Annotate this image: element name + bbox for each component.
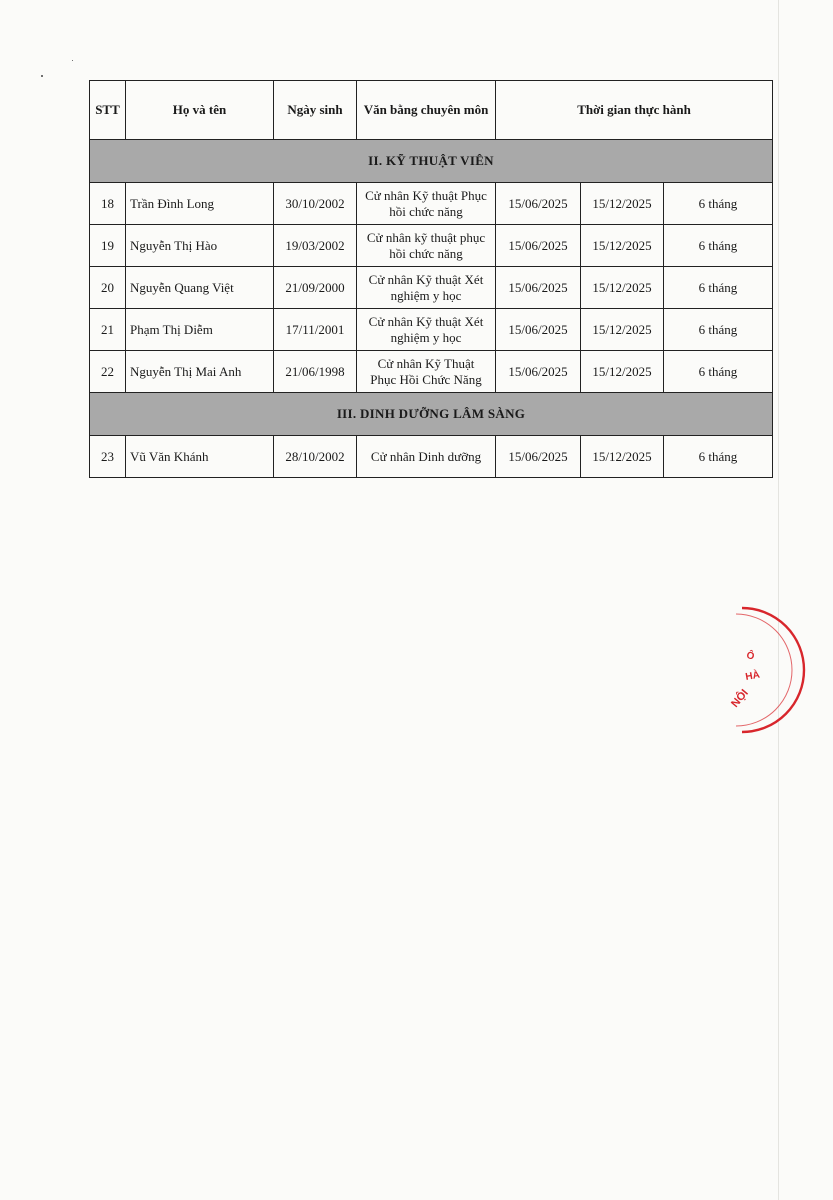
svg-text:HÀ: HÀ xyxy=(744,669,761,683)
cell-stt: 20 xyxy=(90,267,126,309)
cell-start-date: 15/06/2025 xyxy=(496,225,581,267)
cell-duration: 6 tháng xyxy=(664,225,773,267)
degree-line-2: Phục Hồi Chức Năng xyxy=(370,371,482,387)
cell-duration: 6 tháng xyxy=(664,351,773,393)
table-row xyxy=(90,225,773,267)
cell-start-date: 15/06/2025 xyxy=(496,351,581,393)
table-row xyxy=(90,351,773,393)
degree-line-1: Cử nhân Kỹ thuật Phục xyxy=(365,187,487,203)
degree-line-1: Cử nhân Kỹ thuật Xét xyxy=(368,271,484,287)
header-name: Họ và tên xyxy=(126,81,274,140)
cell-duration: 6 tháng xyxy=(664,309,773,351)
header-row xyxy=(90,81,773,140)
section-title: III. DINH DƯỠNG LÂM SÀNG xyxy=(90,393,773,436)
cell-start-date: 15/06/2025 xyxy=(496,436,581,478)
cell-name: Vũ Văn Khánh xyxy=(126,436,274,478)
practice-roster-table xyxy=(89,80,773,478)
header-degree: Văn bằng chuyên môn xyxy=(357,81,496,140)
degree-line-1: Cử nhân Kỹ Thuật xyxy=(377,355,475,371)
cell-end-date: 15/12/2025 xyxy=(581,225,664,267)
degree-line-2: nghiệm y học xyxy=(390,287,462,303)
table-row xyxy=(90,267,773,309)
section-title: II. KỸ THUẬT VIÊN xyxy=(90,140,773,183)
cell-duration: 6 tháng xyxy=(664,436,773,478)
cell-name: Nguyễn Thị Hào xyxy=(126,225,274,267)
page-edge xyxy=(778,0,779,1200)
scan-speck xyxy=(41,75,43,77)
cell-end-date: 15/12/2025 xyxy=(581,309,664,351)
cell-degree xyxy=(357,436,496,478)
svg-text:NỘI: NỘI xyxy=(729,687,751,710)
cell-dob: 17/11/2001 xyxy=(274,309,357,351)
official-seal-stamp xyxy=(712,604,832,736)
svg-text:Ô: Ô xyxy=(745,650,756,663)
scan-speck xyxy=(72,60,73,61)
roster-body xyxy=(90,140,773,478)
cell-end-date: 15/12/2025 xyxy=(581,351,664,393)
cell-end-date: 15/12/2025 xyxy=(581,267,664,309)
cell-stt: 19 xyxy=(90,225,126,267)
cell-stt: 18 xyxy=(90,183,126,225)
cell-name: Trần Đình Long xyxy=(126,183,274,225)
cell-dob: 30/10/2002 xyxy=(274,183,357,225)
cell-dob: 21/09/2000 xyxy=(274,267,357,309)
degree-line-1: Cử nhân Kỹ thuật Xét xyxy=(368,313,484,329)
cell-degree xyxy=(357,309,496,351)
cell-stt: 22 xyxy=(90,351,126,393)
header-practice-period: Thời gian thực hành xyxy=(496,81,773,140)
cell-name: Nguyễn Quang Việt xyxy=(126,267,274,309)
degree-line-1: Cử nhân kỹ thuật phục xyxy=(366,229,486,245)
cell-name: Phạm Thị Diễm xyxy=(126,309,274,351)
degree-line-2: hồi chức năng xyxy=(389,203,463,219)
cell-stt: 23 xyxy=(90,436,126,478)
cell-start-date: 15/06/2025 xyxy=(496,309,581,351)
cell-stt: 21 xyxy=(90,309,126,351)
header-stt: STT xyxy=(90,81,126,140)
table-row xyxy=(90,436,773,478)
table-row xyxy=(90,309,773,351)
cell-end-date: 15/12/2025 xyxy=(581,436,664,478)
cell-dob: 21/06/1998 xyxy=(274,351,357,393)
section-row xyxy=(90,393,773,436)
degree-line-2: hồi chức năng xyxy=(389,245,463,261)
cell-degree xyxy=(357,183,496,225)
cell-duration: 6 tháng xyxy=(664,267,773,309)
cell-start-date: 15/06/2025 xyxy=(496,267,581,309)
header-dob: Ngày sinh xyxy=(274,81,357,140)
cell-degree xyxy=(357,351,496,393)
section-row xyxy=(90,140,773,183)
cell-degree xyxy=(357,225,496,267)
cell-end-date: 15/12/2025 xyxy=(581,183,664,225)
table-row xyxy=(90,183,773,225)
degree-line-1: Cử nhân Dinh dưỡng xyxy=(370,448,482,464)
cell-name: Nguyễn Thị Mai Anh xyxy=(126,351,274,393)
degree-line-2: nghiệm y học xyxy=(390,329,462,345)
cell-degree xyxy=(357,267,496,309)
cell-duration: 6 tháng xyxy=(664,183,773,225)
cell-start-date: 15/06/2025 xyxy=(496,183,581,225)
cell-dob: 19/03/2002 xyxy=(274,225,357,267)
cell-dob: 28/10/2002 xyxy=(274,436,357,478)
